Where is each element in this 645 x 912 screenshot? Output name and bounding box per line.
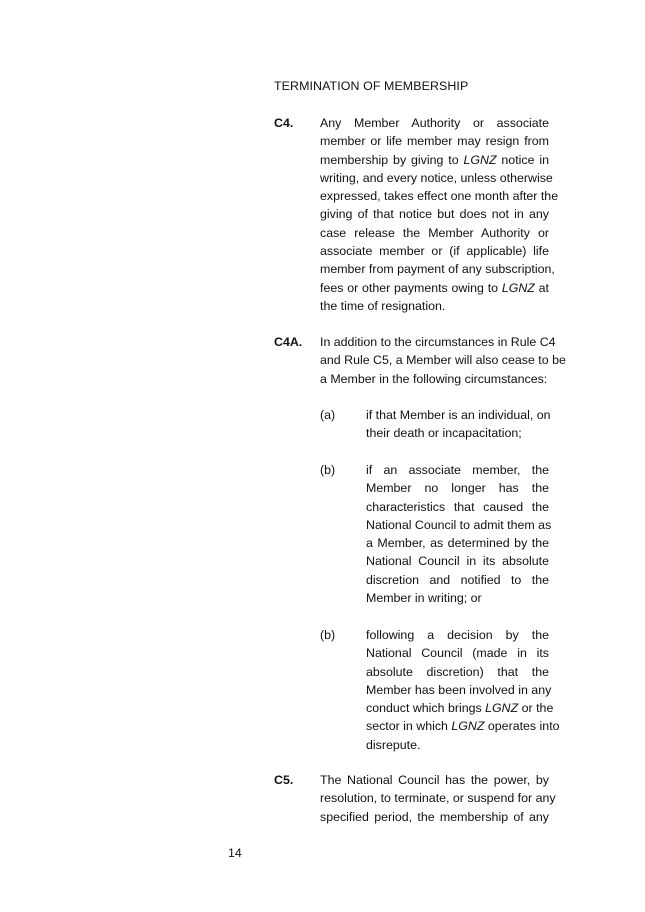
text-line: Member in writing; or — [366, 591, 482, 606]
rule-text — [320, 771, 556, 826]
text-segment: at — [534, 280, 549, 295]
italic-term: LGNZ — [501, 280, 535, 295]
text-line: if an associate member, the — [366, 463, 549, 477]
subitem-label: (a) — [320, 408, 336, 422]
text-line: Member has been involved in any — [366, 682, 552, 697]
text-line: Member no longer has the — [366, 481, 549, 496]
text-line: Any Member Authority or associate — [320, 116, 549, 130]
text-line: characteristics that caused the — [366, 499, 549, 514]
text-line: writing, and every notice, unless otherwise — [320, 170, 553, 185]
subitem-text — [366, 626, 560, 754]
text-segment: sector in which — [366, 719, 452, 734]
text-line: associate member or (if applicable) life — [320, 244, 549, 259]
text-line: their death or incapacitation; — [366, 426, 522, 441]
text-line: National Council to admit them as — [366, 517, 552, 532]
text-line — [366, 717, 560, 735]
text-line: National Council in its absolute — [366, 554, 549, 569]
text-line: case release the Member Authority or — [320, 225, 549, 240]
subitem-label: (b) — [320, 463, 336, 477]
text-segment: or the — [518, 701, 554, 716]
text-line: giving of that notice but does not in any — [320, 207, 549, 222]
rule-number: C4. — [274, 116, 294, 130]
text-line: discretion and notified to the — [366, 572, 549, 587]
text-line: if that Member is an individual, on — [366, 408, 551, 422]
text-line: following a decision by the — [366, 628, 549, 642]
text-line: disrepute. — [366, 737, 421, 752]
text-line: resolution, to terminate, or suspend for any — [320, 791, 556, 806]
subitem-text — [366, 406, 549, 443]
text-segment: membership by giving to — [320, 152, 464, 167]
rule-text — [320, 333, 566, 388]
text-line: expressed, takes effect one month after the — [320, 189, 559, 204]
subitem-label: (b) — [320, 628, 336, 642]
text-line: a Member in the following circumstances: — [320, 371, 548, 386]
text-line: National Council (made in its — [366, 646, 549, 661]
text-segment: operates into — [484, 719, 560, 734]
text-line: a Member, as determined by the — [366, 536, 549, 551]
text-line — [366, 699, 554, 717]
text-line: member or life member may resign from — [320, 134, 549, 149]
text-line: In addition to the circumstances in Rule C4 — [320, 335, 556, 349]
italic-term: LGNZ — [451, 719, 485, 734]
text-segment: conduct which brings — [366, 701, 486, 716]
italic-term: LGNZ — [485, 701, 519, 716]
text-segment: fees or other payments owing to — [320, 280, 502, 295]
text-line — [320, 279, 549, 297]
text-line: the time of resignation. — [320, 298, 446, 313]
text-line: The National Council has the power, by — [320, 773, 549, 787]
italic-term: LGNZ — [463, 152, 497, 167]
text-line: member from payment of any subscription, — [320, 262, 555, 277]
page-number: 14 — [228, 846, 242, 860]
text-line: absolute discretion) that the — [366, 664, 549, 679]
rule-text — [320, 114, 559, 315]
text-line — [320, 151, 549, 169]
section-heading: TERMINATION OF MEMBERSHIP — [274, 79, 469, 93]
rule-number: C5. — [274, 773, 294, 787]
rule-number: C4A. — [274, 335, 303, 349]
text-line: specified period, the membership of any — [320, 809, 549, 824]
text-line: and Rule C5, a Member will also cease to be — [320, 353, 566, 368]
text-segment: notice in — [496, 152, 549, 167]
subitem-text — [366, 461, 552, 607]
